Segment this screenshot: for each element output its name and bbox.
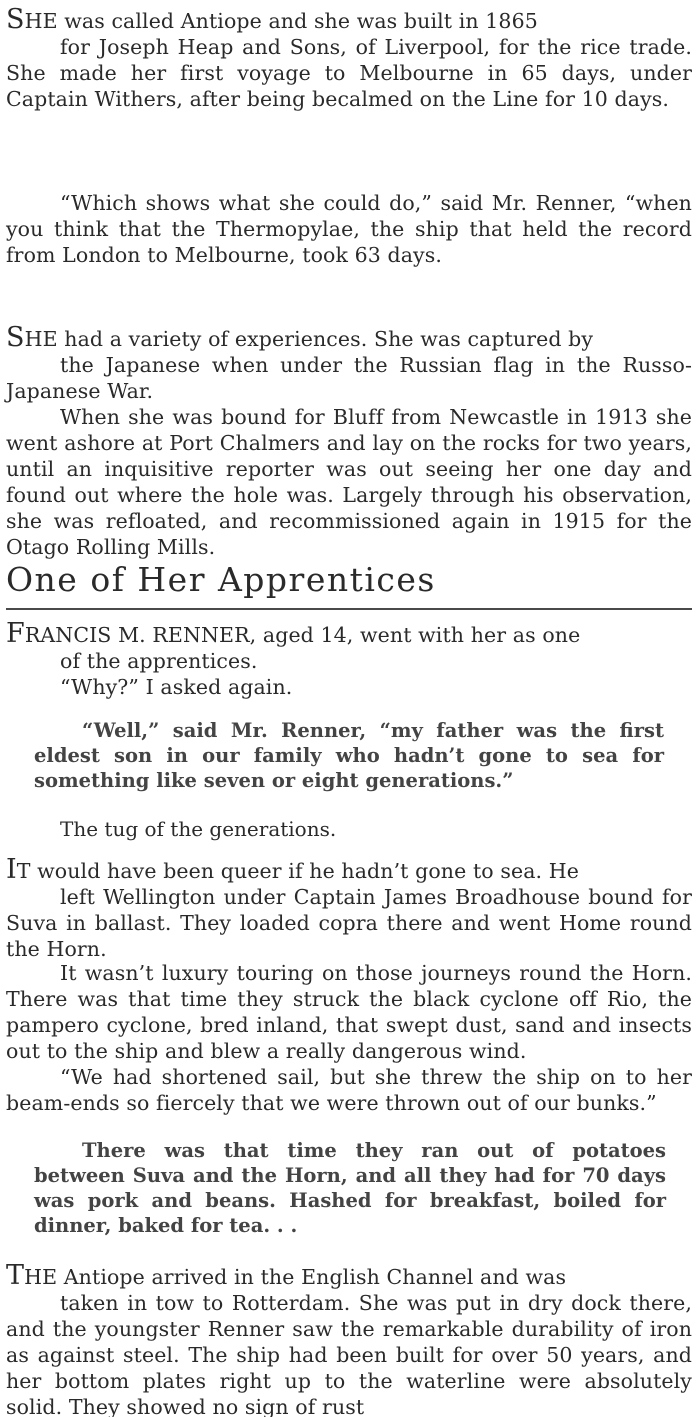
paragraph-antiope-built <box>6 4 692 112</box>
paragraph-renner-quote <box>6 190 692 268</box>
paragraph-port-chalmers <box>6 404 692 560</box>
paragraph-text: When she was bound for Bluff from Newcastle in 1913 she went ashore at Port Chalmers and lay on the rocks for two years, until an inquisitive reporter was out seeing her one day and found out where the hole was. Largely through his observation, she was refloated, and recommissioned again in 1915 for the Otago Rolling Mills. <box>6 405 692 559</box>
line-tug-of-generations: The tug of the generations. <box>60 817 337 841</box>
heading-rule <box>6 608 692 610</box>
paragraph-english-channel <box>6 1260 692 1417</box>
drop-cap: S <box>6 322 25 353</box>
paragraph-first-line: RANCIS M. RENNER, aged 14, went with her as one <box>24 623 581 647</box>
paragraph-experiences <box>6 322 692 404</box>
drop-cap: T <box>6 1260 25 1291</box>
paragraph-beam-ends <box>6 1064 692 1116</box>
quote-pork-and-beans: There was that time they ran out of potatoes between Suva and the Horn, and all they had for 70 days was pork and beans. Hashed for breakfast, boiled for dinner, baked for tea. . . <box>34 1139 666 1237</box>
section-heading: One of Her Apprentices <box>6 560 436 599</box>
paragraph-text: “Why?” I asked again. <box>60 675 293 699</box>
quote-father-generations: “Well,” said Mr. Renner, “my father was the first eldest son in our family who hadn’t gone to sea for something like seven or eight generations.” <box>34 719 664 792</box>
paragraph-why <box>6 674 692 700</box>
drop-cap: I <box>6 854 17 885</box>
paragraph-text: It wasn’t luxury touring on those journeys round the Horn. There was that time they struck the black cyclone off Rio, the pampero cyclone, bred inland, that swept dust, sand and insects out to the ship and blew a really dangerous wind. <box>6 961 692 1063</box>
paragraph-first-line: HE was called Antiope and she was built in 1865 <box>24 9 538 33</box>
paragraph-body: left Wellington under Captain James Broadhouse bound for Suva in ballast. They loaded copra there and went Home round the Horn. <box>6 885 692 961</box>
paragraph-first-line: HE had a variety of experiences. She was captured by <box>24 327 594 351</box>
paragraph-francis-renner <box>6 618 692 674</box>
paragraph-first-line: HE Antiope arrived in the English Channel and was <box>24 1265 567 1289</box>
paragraph-went-to-sea <box>6 854 692 962</box>
drop-cap: F <box>6 618 25 649</box>
drop-cap: S <box>6 4 25 35</box>
paragraph-body: the Japanese when under the Russian flag in the Russo-Japanese War. <box>6 353 692 403</box>
paragraph-body: taken in tow to Rotterdam. She was put in dry dock there, and the youngster Renner saw the remarkable durability of iron as against steel. The ship had been built for over 50 years, and her bottom plates right up to the waterline were absolutely solid. They showed no sign of rust <box>6 1291 692 1417</box>
paragraph-body: of the apprentices. <box>60 649 258 673</box>
paragraph-text: “Which shows what she could do,” said Mr. Renner, “when you think that the Thermopylae, the ship that held the record from London to Melbourne, took 63 days. <box>6 191 692 267</box>
paragraph-text: “We had shortened sail, but she threw the ship on to her beam-ends so fiercely that we were thrown out of our bunks.” <box>6 1065 692 1115</box>
paragraph-first-line: T would have been queer if he hadn’t gone to sea. He <box>16 859 579 883</box>
paragraph-round-the-horn <box>6 960 692 1064</box>
paragraph-body: for Joseph Heap and Sons, of Liverpool, for the rice trade. She made her first voyage to Melbourne in 65 days, under Captain Withers, after being becalmed on the Line for 10 days. <box>6 35 692 111</box>
